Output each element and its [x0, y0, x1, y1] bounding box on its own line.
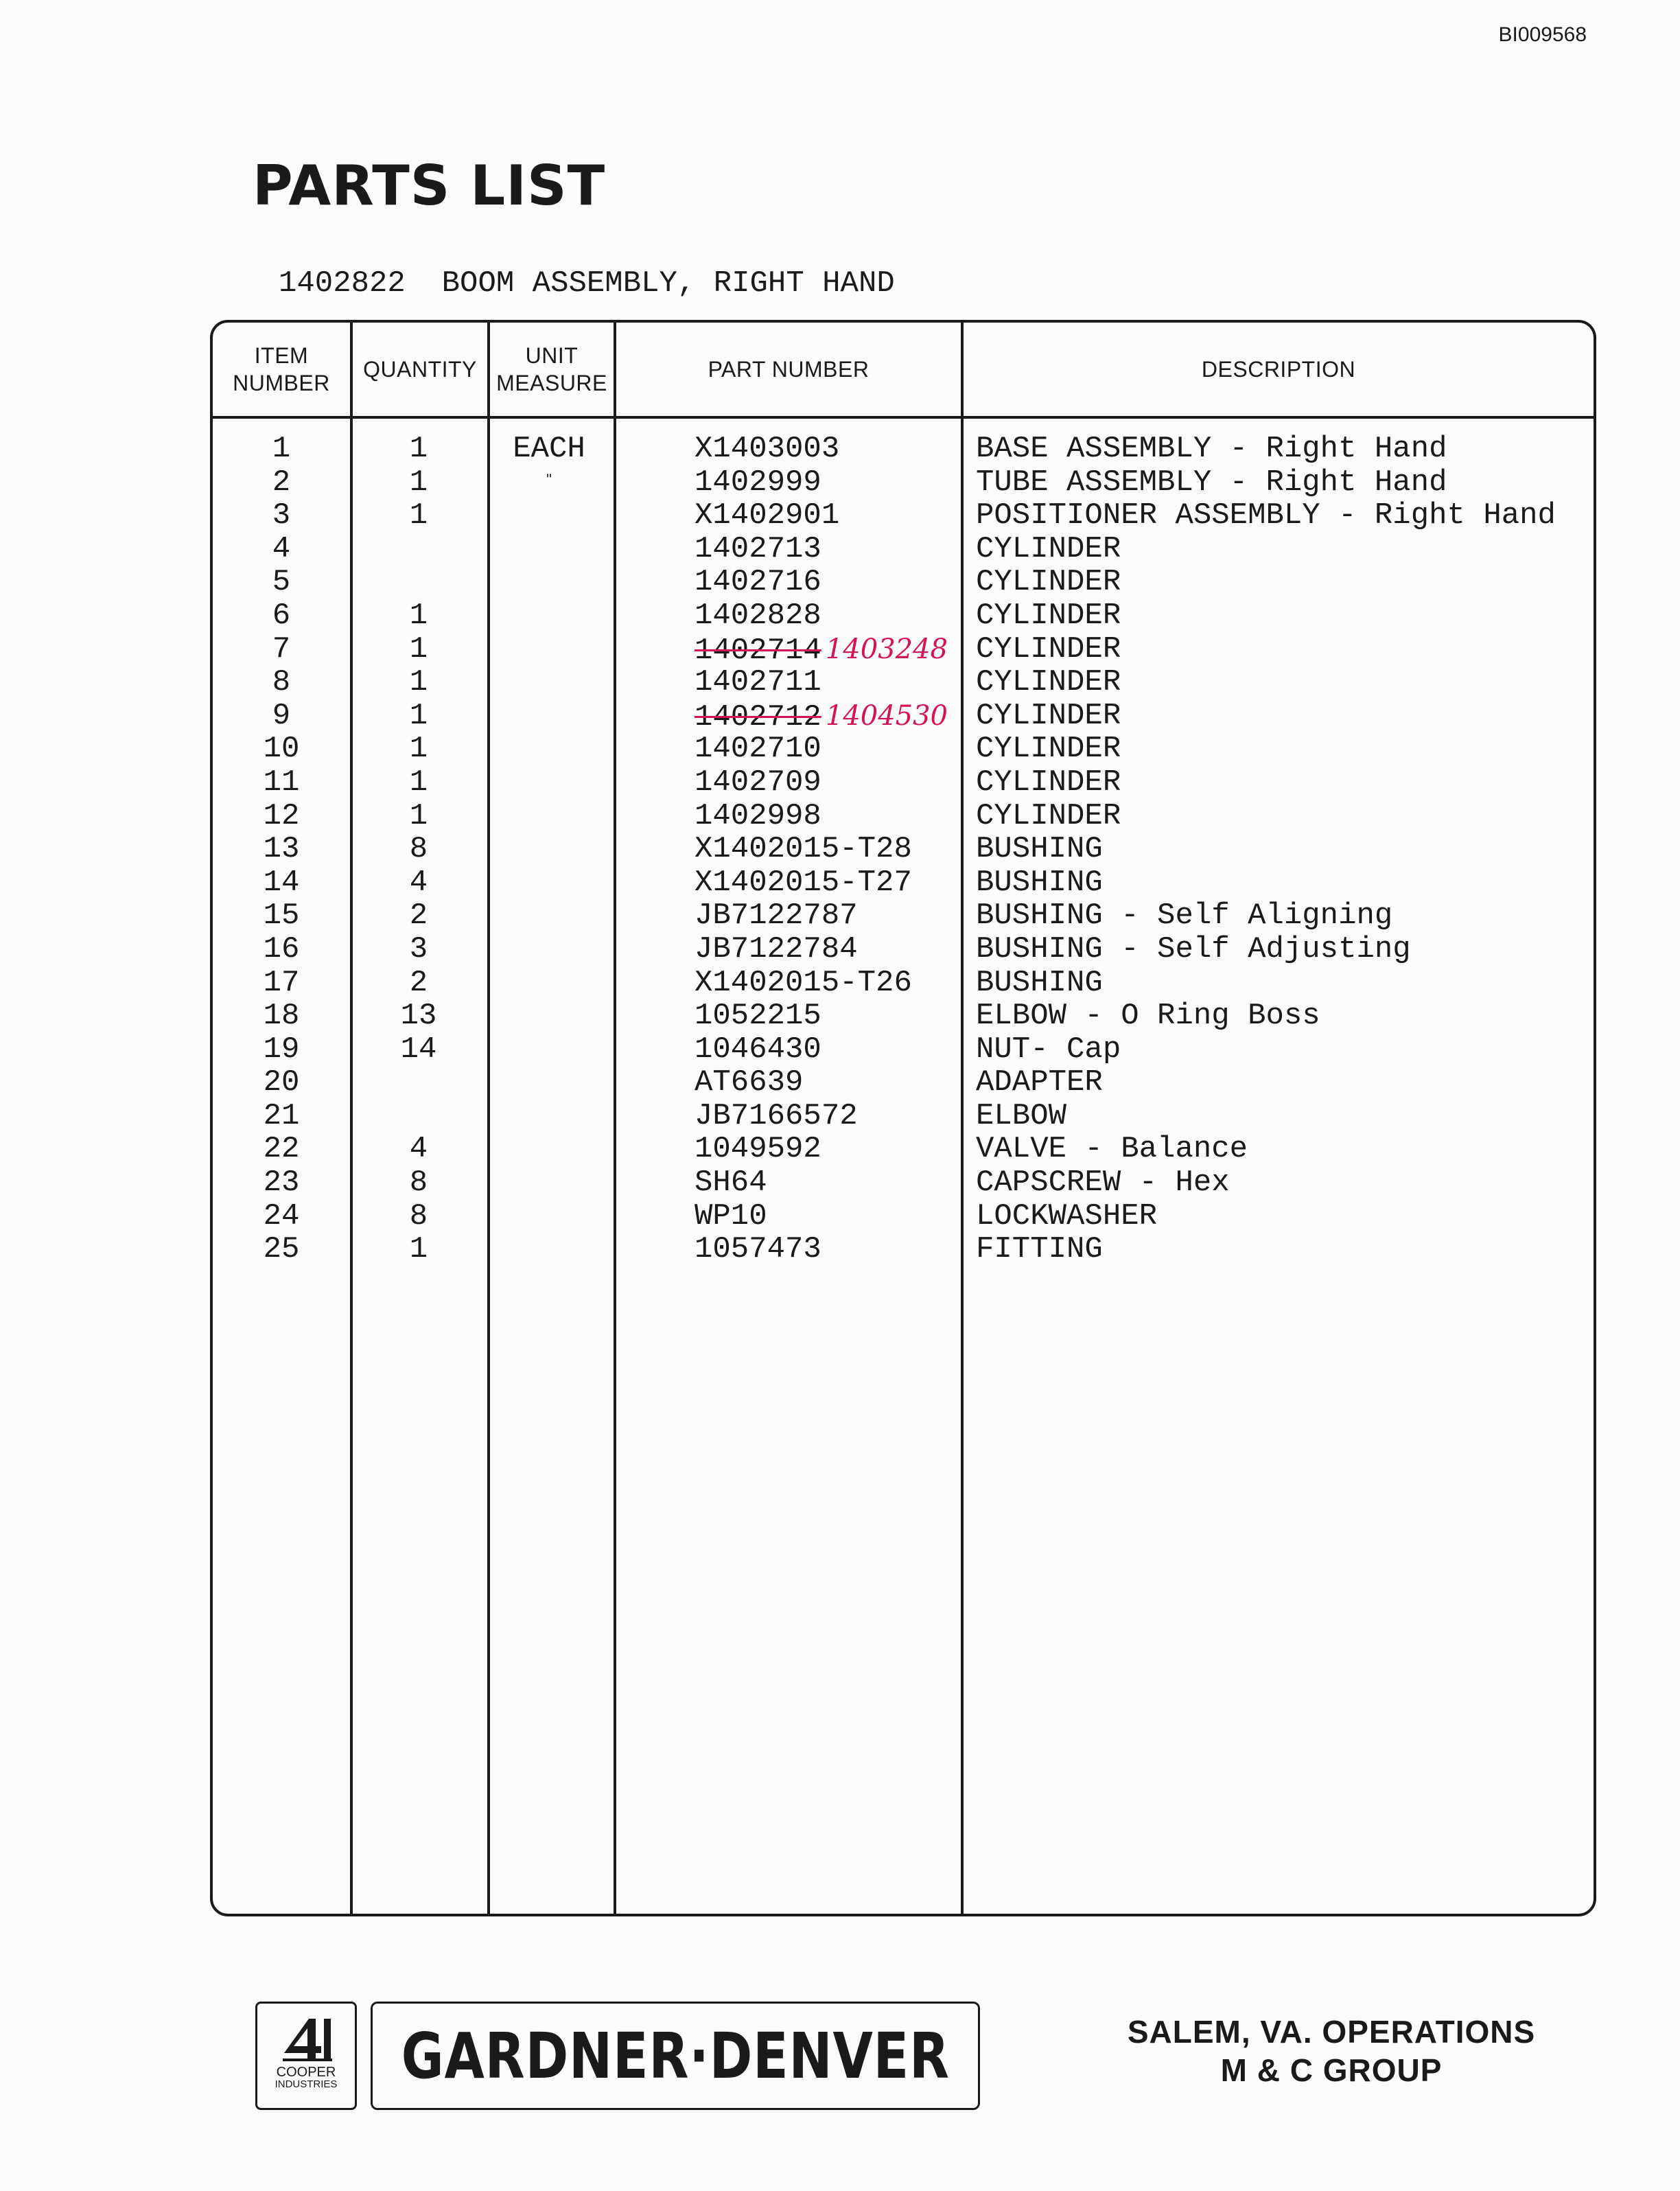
description-cell: [976, 966, 1103, 1000]
part-number-cell-text: JB7166572: [695, 1098, 858, 1133]
part-number-cell: [695, 1166, 767, 1200]
quantity-cell: [350, 1133, 487, 1166]
description-cell: [976, 1100, 1066, 1133]
description-cell-text: LOCKWASHER: [976, 1198, 1158, 1233]
table-row: [213, 699, 1594, 733]
table-row: [213, 899, 1594, 933]
part-number-cell-text: X1402015-T27: [695, 865, 912, 900]
description-cell: [976, 633, 1121, 666]
description-cell-text: BUSHING: [976, 832, 1103, 867]
table-row: [213, 566, 1594, 599]
header-description: DESCRIPTION: [1201, 357, 1356, 382]
quantity-cell: [350, 499, 487, 533]
assembly-number: 1402822: [279, 266, 406, 301]
description-cell: [976, 732, 1121, 766]
item-number-cell-text: 6: [272, 598, 291, 633]
gardner-denver-logo: [371, 2002, 980, 2110]
part-number-cell: [695, 1100, 858, 1133]
table-row: [213, 766, 1594, 800]
part-number-cell-text: JB7122784: [695, 931, 858, 966]
quantity-cell-text: 1: [409, 665, 428, 700]
table-row: [213, 866, 1594, 900]
quantity-cell-text: 8: [409, 1166, 428, 1201]
item-number-cell: [213, 499, 350, 533]
header-unit-measure: UNIT MEASURE: [496, 343, 607, 395]
part-number-cell: [695, 432, 839, 466]
part-number-cell: [695, 999, 821, 1033]
description-cell: [976, 699, 1121, 733]
description-cell: [976, 533, 1121, 566]
quantity-cell: [350, 699, 487, 733]
quantity-cell: [350, 466, 487, 500]
quantity-cell-text: 8: [409, 832, 428, 867]
description-cell: [976, 466, 1447, 500]
description-cell-text: POSITIONER ASSEMBLY - Right Hand: [976, 498, 1556, 533]
description-cell-text: BASE ASSEMBLY - Right Hand: [976, 432, 1447, 466]
item-number-cell-text: 21: [263, 1098, 300, 1133]
item-number-cell: [213, 866, 350, 900]
part-number-cell-text: JB7122787: [695, 899, 858, 934]
quantity-cell-text: 1: [409, 465, 428, 500]
quantity-cell-text: 2: [409, 965, 428, 1000]
location-block: [1098, 2013, 1565, 2089]
part-number-cell-text: X1402901: [695, 498, 840, 533]
part-number-cell-text: AT6639: [695, 1065, 804, 1100]
quantity-cell-text: 1: [409, 798, 428, 833]
quantity-cell-text: 2: [409, 899, 428, 934]
item-number-cell-text: 18: [263, 999, 300, 1034]
table-row: [213, 800, 1594, 833]
item-number-cell: [213, 533, 350, 566]
item-number-cell-text: 22: [263, 1132, 300, 1167]
quantity-cell-text: 13: [400, 999, 437, 1034]
description-cell: [976, 1200, 1157, 1233]
description-cell: [976, 599, 1121, 633]
item-number-cell: [213, 1166, 350, 1200]
item-number-cell: [213, 599, 350, 633]
description-cell-text: BUSHING: [976, 965, 1103, 1000]
part-number-cell-text: 1402716: [695, 565, 821, 600]
unit-measure-cell-text: EACH: [513, 432, 585, 466]
table-row: [213, 633, 1594, 666]
description-cell: [976, 666, 1121, 699]
part-number-cell-text: 1052215: [695, 999, 821, 1034]
description-cell: [976, 866, 1103, 900]
quantity-cell: [350, 766, 487, 800]
location-line2: M & C GROUP: [1220, 2052, 1443, 2088]
part-number-cell: [695, 566, 821, 599]
description-cell-text: VALVE - Balance: [976, 1132, 1248, 1167]
part-number-cell-text: 1402712: [695, 699, 821, 734]
part-number-cell-text: WP10: [695, 1198, 767, 1233]
description-cell-text: CYLINDER: [976, 732, 1121, 767]
description-cell-text: CYLINDER: [976, 598, 1121, 633]
description-cell: [976, 1166, 1230, 1200]
quantity-cell-text: 3: [409, 931, 428, 966]
parts-table: [210, 320, 1596, 1916]
table-row: [213, 1200, 1594, 1233]
part-number-cell: [695, 966, 912, 1000]
table-row: [213, 933, 1594, 966]
part-number-cell: [695, 1033, 821, 1067]
table-row: [213, 1233, 1594, 1266]
part-number-cell: [695, 899, 858, 933]
item-number-cell-text: 7: [272, 631, 291, 666]
description-cell-text: ELBOW - O Ring Boss: [976, 999, 1320, 1034]
part-number-cell: [695, 933, 858, 966]
part-number-cell-text: 1049592: [695, 1132, 821, 1167]
quantity-cell: [350, 999, 487, 1033]
table-row: [213, 833, 1594, 866]
item-number-cell-text: 19: [263, 1032, 300, 1067]
quantity-cell-text: 4: [409, 865, 428, 900]
part-number-cell: [695, 533, 821, 566]
page-title: PARTS LIST: [253, 154, 606, 218]
quantity-cell-text: 8: [409, 1198, 428, 1233]
description-cell-text: CYLINDER: [976, 665, 1121, 700]
quantity-cell: [350, 866, 487, 900]
description-cell-text: TUBE ASSEMBLY - Right Hand: [976, 465, 1447, 500]
item-number-cell: [213, 566, 350, 599]
item-number-cell-text: 8: [272, 665, 291, 700]
part-number-cell-text: X1402015-T28: [695, 832, 912, 867]
item-number-cell: [213, 699, 350, 733]
description-cell-text: BUSHING - Self Aligning: [976, 899, 1393, 934]
quantity-cell: [350, 666, 487, 699]
part-number-cell-text: 1402828: [695, 598, 821, 633]
item-number-cell-text: 11: [263, 765, 300, 800]
description-cell: [976, 499, 1556, 533]
quantity-cell-text: 1: [409, 598, 428, 633]
item-number-cell: [213, 966, 350, 1000]
part-number-cell: [695, 1200, 767, 1233]
quantity-cell: [350, 432, 487, 466]
item-number-cell: [213, 1133, 350, 1166]
item-number-cell-text: 25: [263, 1232, 300, 1267]
item-number-cell: [213, 1200, 350, 1233]
table-row: [213, 1166, 1594, 1200]
description-cell-text: NUT- Cap: [976, 1032, 1121, 1067]
table-row: [213, 599, 1594, 633]
table-row: [213, 1033, 1594, 1067]
part-number-cell-text: 1046430: [695, 1032, 821, 1067]
item-number-cell-text: 5: [272, 565, 291, 600]
part-number-cell-text: X1402015-T26: [695, 965, 912, 1000]
cooper-logo-icon: [277, 2013, 335, 2063]
table-row: [213, 432, 1594, 466]
location-line1: SALEM, VA. OPERATIONS: [1127, 2014, 1536, 2050]
table-row: [213, 1066, 1594, 1100]
part-number-cell: [695, 1066, 803, 1100]
part-number-cell-text: SH64: [695, 1166, 767, 1201]
quantity-cell-text: 14: [400, 1032, 437, 1067]
quantity-cell-text: 1: [409, 498, 428, 533]
quantity-cell: [350, 1233, 487, 1266]
item-number-cell-text: 4: [272, 531, 291, 566]
header-quantity: QUANTITY: [363, 357, 477, 382]
description-cell: [976, 1233, 1103, 1266]
part-number-cell-text: X1403003: [695, 432, 840, 466]
header-item-number: ITEM NUMBER: [233, 343, 330, 395]
quantity-cell: [350, 633, 487, 666]
item-number-cell: [213, 1066, 350, 1100]
assembly-name: BOOM ASSEMBLY, RIGHT HAND: [441, 266, 895, 301]
part-number-cell-text: 1402713: [695, 531, 821, 566]
description-cell: [976, 1033, 1121, 1067]
part-number-cell: [695, 833, 912, 866]
part-number-cell-text: 1402711: [695, 665, 821, 700]
part-number-cell-text: 1402709: [695, 765, 821, 800]
part-number-cell: [695, 633, 948, 668]
quantity-cell: [350, 599, 487, 633]
unit-measure-cell: [487, 466, 611, 500]
description-cell-text: CYLINDER: [976, 565, 1121, 600]
item-number-cell: [213, 899, 350, 933]
item-number-cell: [213, 633, 350, 666]
description-cell-text: CAPSCREW - Hex: [976, 1166, 1230, 1201]
description-cell-text: CYLINDER: [976, 531, 1121, 566]
cooper-logo-line1: COOPER: [276, 2065, 336, 2080]
brand-name: GARDNER·DENVER: [401, 2019, 950, 2093]
item-number-cell: [213, 999, 350, 1033]
description-cell: [976, 1133, 1248, 1166]
part-number-cell: [695, 499, 839, 533]
description-cell: [976, 933, 1411, 966]
description-cell: [976, 999, 1320, 1033]
handwritten-correction: 1403248: [825, 633, 948, 665]
handwritten-correction: 1404530: [825, 699, 948, 732]
table-row: [213, 466, 1594, 500]
table-row: [213, 999, 1594, 1033]
description-cell: [976, 432, 1447, 466]
quantity-cell: [350, 933, 487, 966]
item-number-cell-text: 20: [263, 1065, 300, 1100]
quantity-cell: [350, 1166, 487, 1200]
quantity-cell: [350, 833, 487, 866]
item-number-cell: [213, 466, 350, 500]
part-number-cell: [695, 866, 912, 900]
description-cell-text: ELBOW: [976, 1098, 1067, 1133]
item-number-cell-text: 24: [263, 1198, 300, 1233]
quantity-cell-text: 1: [409, 432, 428, 466]
part-number-cell: [695, 766, 821, 800]
quantity-cell-text: 1: [409, 698, 428, 733]
item-number-cell: [213, 1100, 350, 1133]
item-number-cell-text: 10: [263, 732, 300, 767]
table-row: [213, 732, 1594, 766]
quantity-cell-text: 1: [409, 1232, 428, 1267]
parts-rows: [213, 432, 1594, 1266]
cooper-industries-logo: [255, 2002, 357, 2110]
unit-measure-cell: [487, 432, 611, 466]
item-number-cell: [213, 833, 350, 866]
unit-measure-cell-text: ": [546, 470, 552, 488]
item-number-cell: [213, 432, 350, 466]
description-cell: [976, 800, 1121, 833]
quantity-cell: [350, 966, 487, 1000]
table-row: [213, 533, 1594, 566]
part-number-cell: [695, 1233, 821, 1266]
item-number-cell: [213, 766, 350, 800]
description-cell-text: ADAPTER: [976, 1065, 1103, 1100]
part-number-cell: [695, 466, 821, 500]
part-number-cell-text: 1402714: [695, 633, 821, 668]
description-cell-text: FITTING: [976, 1232, 1103, 1267]
quantity-cell: [350, 899, 487, 933]
item-number-cell: [213, 933, 350, 966]
item-number-cell-text: 2: [272, 465, 291, 500]
assembly-heading: [279, 266, 895, 301]
header-part-number: PART NUMBER: [708, 357, 870, 382]
description-cell: [976, 1066, 1103, 1100]
description-cell: [976, 833, 1103, 866]
item-number-cell-text: 13: [263, 832, 300, 867]
quantity-cell-text: 1: [409, 732, 428, 767]
table-row: [213, 666, 1594, 699]
table-row: [213, 966, 1594, 1000]
part-number-cell-text: 1402710: [695, 732, 821, 767]
item-number-cell-text: 17: [263, 965, 300, 1000]
item-number-cell: [213, 800, 350, 833]
quantity-cell: [350, 732, 487, 766]
item-number-cell-text: 23: [263, 1166, 300, 1201]
part-number-cell: [695, 699, 948, 734]
description-cell: [976, 766, 1121, 800]
header-divider: [213, 416, 1594, 419]
part-number-cell-text: 1402999: [695, 465, 821, 500]
part-number-cell: [695, 666, 821, 699]
description-cell-text: CYLINDER: [976, 765, 1121, 800]
description-cell-text: BUSHING - Self Adjusting: [976, 931, 1411, 966]
description-cell: [976, 899, 1392, 933]
item-number-cell-text: 9: [272, 698, 291, 733]
item-number-cell-text: 12: [263, 798, 300, 833]
table-row: [213, 1100, 1594, 1133]
part-number-cell: [695, 732, 821, 766]
item-number-cell-text: 3: [272, 498, 291, 533]
quantity-cell-text: 1: [409, 631, 428, 666]
table-row: [213, 499, 1594, 533]
part-number-cell: [695, 800, 821, 833]
quantity-cell-text: 1: [409, 765, 428, 800]
description-cell: [976, 566, 1121, 599]
part-number-cell: [695, 1133, 821, 1166]
part-number-cell-text: 1402998: [695, 798, 821, 833]
part-number-cell-text: 1057473: [695, 1232, 821, 1267]
description-cell-text: CYLINDER: [976, 631, 1121, 666]
quantity-cell-text: 4: [409, 1132, 428, 1167]
document-id: BI009568: [1498, 23, 1587, 46]
quantity-cell: [350, 1200, 487, 1233]
quantity-cell: [350, 1033, 487, 1067]
description-cell-text: CYLINDER: [976, 698, 1121, 733]
item-number-cell: [213, 666, 350, 699]
description-cell-text: CYLINDER: [976, 798, 1121, 833]
item-number-cell: [213, 1033, 350, 1067]
item-number-cell-text: 15: [263, 899, 300, 934]
cooper-logo-line2: INDUSTRIES: [275, 2078, 338, 2090]
description-cell-text: BUSHING: [976, 865, 1103, 900]
quantity-cell: [350, 800, 487, 833]
item-number-cell: [213, 732, 350, 766]
item-number-cell: [213, 1233, 350, 1266]
item-number-cell-text: 14: [263, 865, 300, 900]
item-number-cell-text: 16: [263, 931, 300, 966]
part-number-cell: [695, 599, 821, 633]
table-row: [213, 1133, 1594, 1166]
item-number-cell-text: 1: [272, 432, 291, 466]
